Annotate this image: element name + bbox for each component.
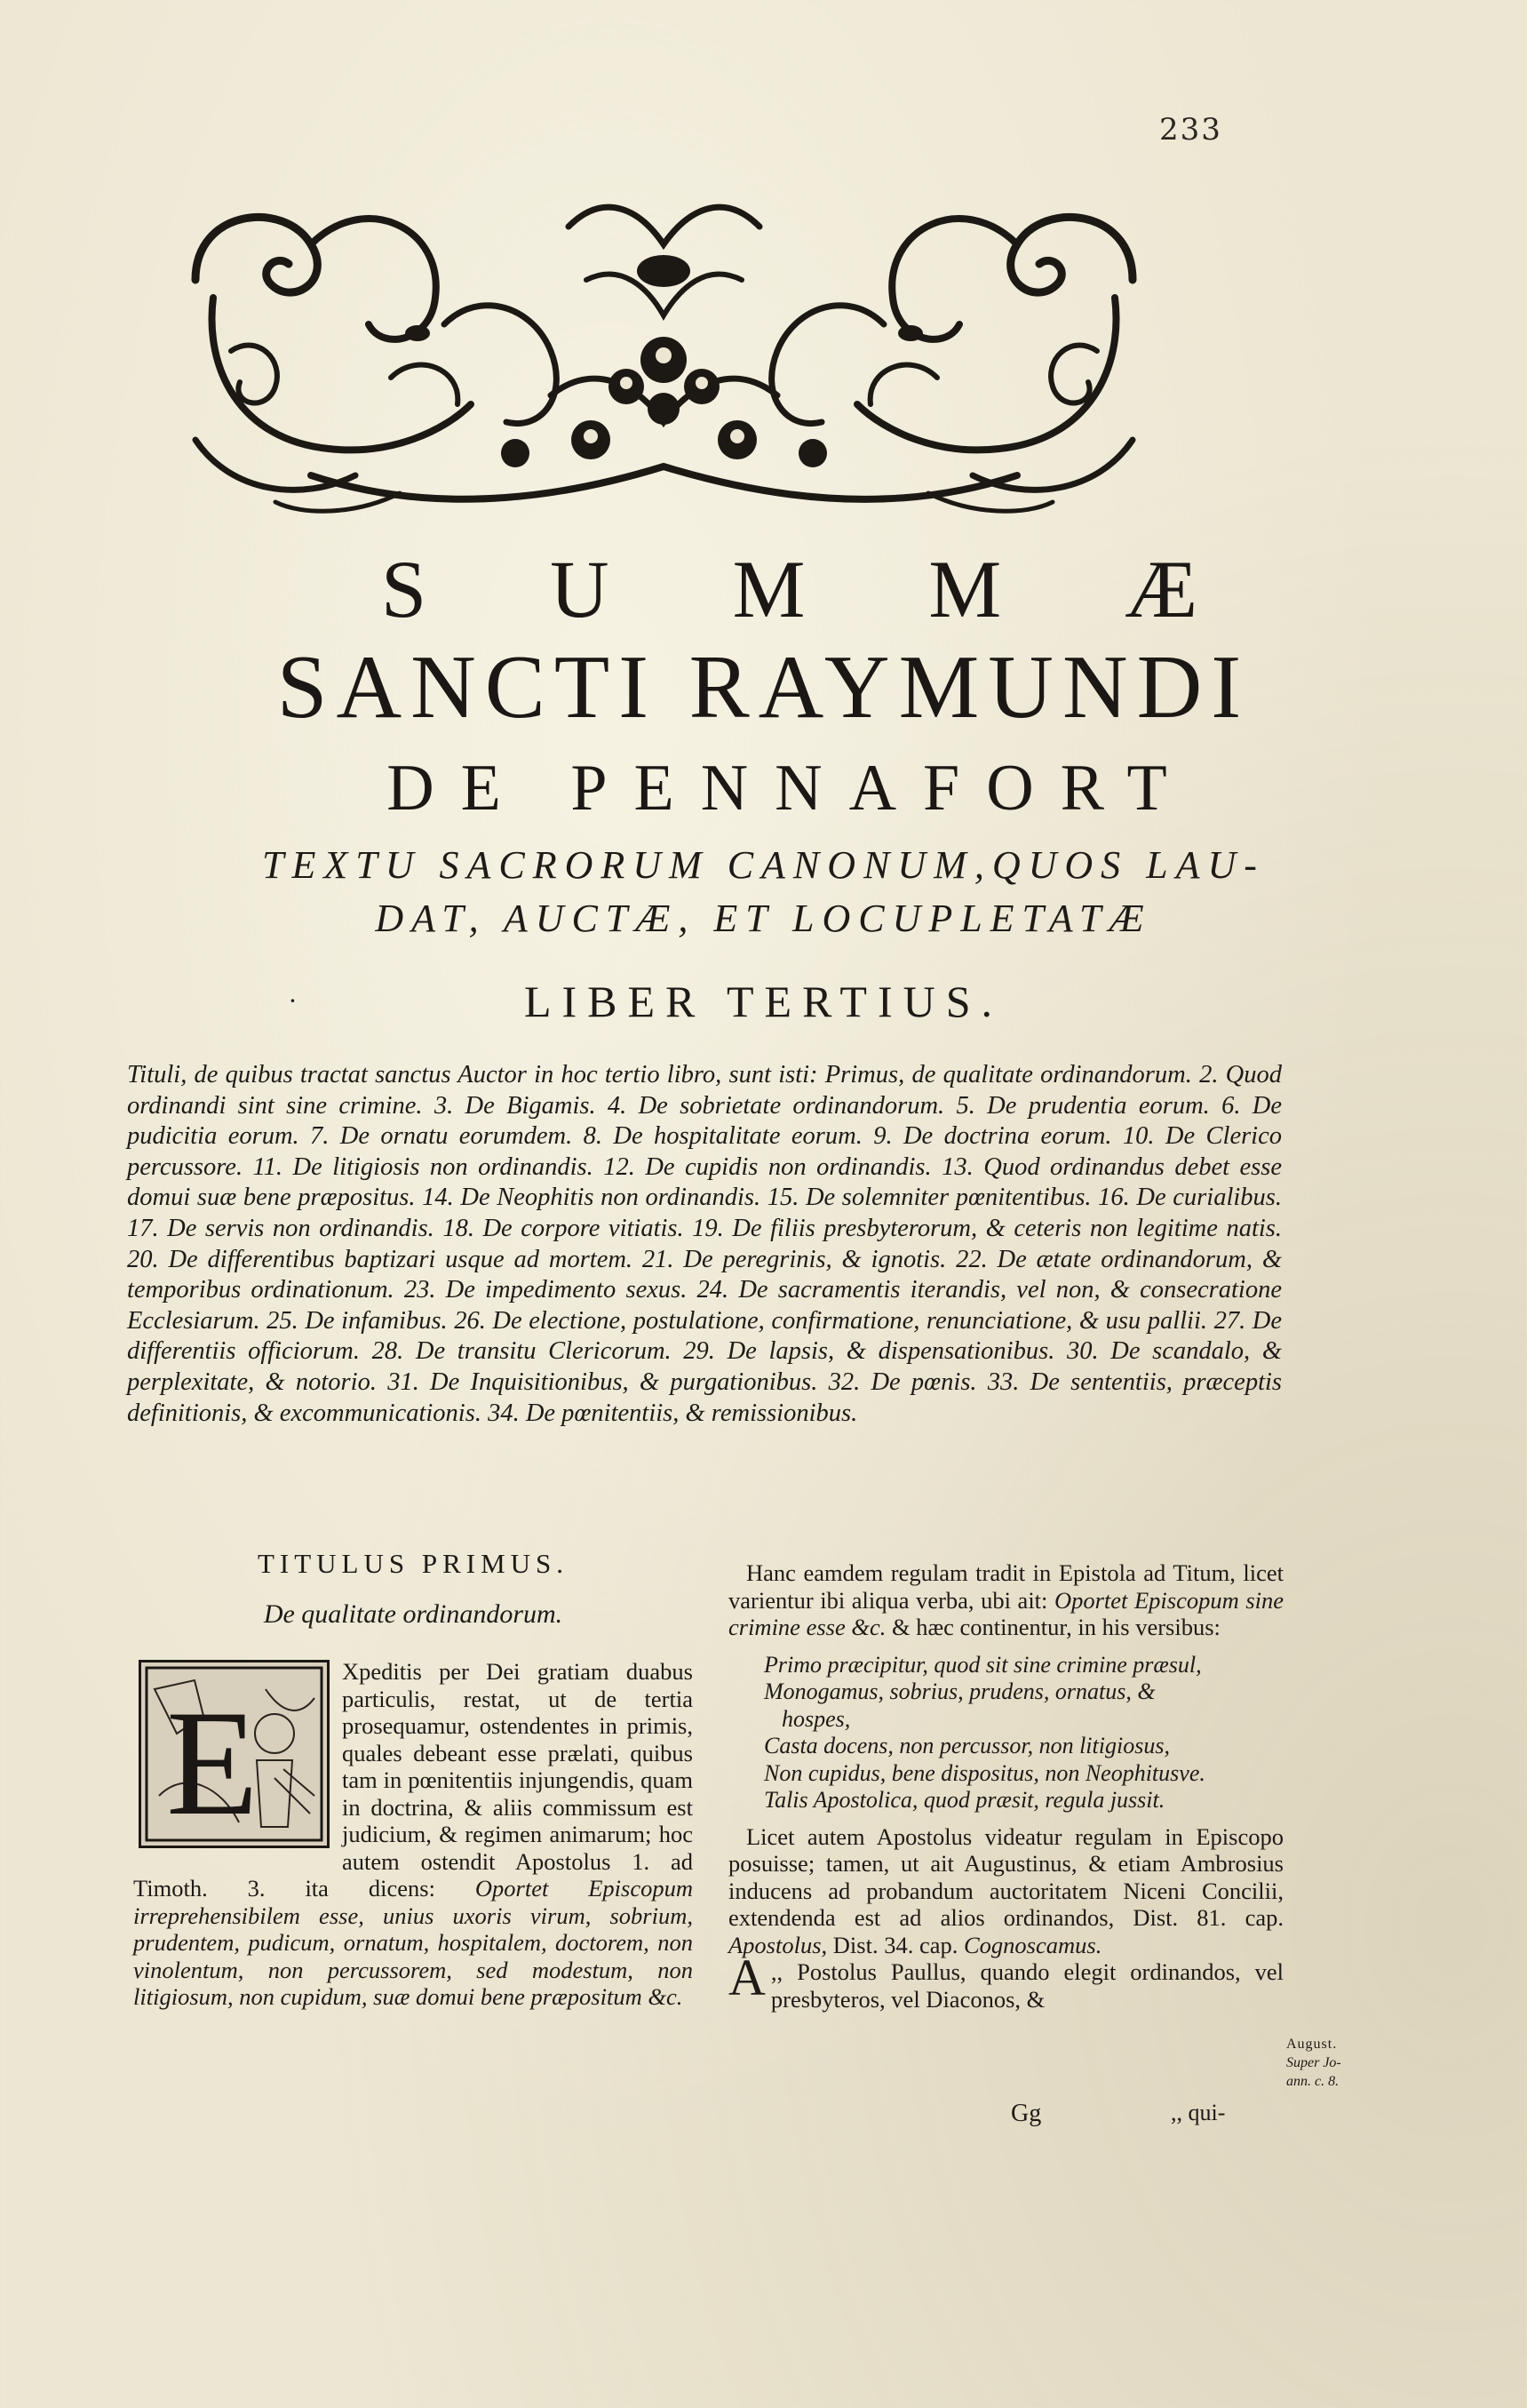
left-body-italic-quote: Oportet Episcopum irreprehensibilem esse, unius uxoris virum, sobrium, prudentem, pudicum, ornatum, hospitalem, doctorem, non vinolentum, non percussorem, sed modestum, non litigiosum, non cupidum, suæ domui bene præpositum &c. xyxy=(133,1875,694,2010)
verse-block xyxy=(764,1652,1284,1814)
decorated-initial-icon xyxy=(139,1660,330,1848)
quote-paragraph xyxy=(728,1949,1284,2013)
book-heading: LIBER TERTIUS. xyxy=(523,977,1004,1026)
verse-line: Primo præcipitur, quod sit sine crimine præsul, xyxy=(764,1651,1202,1678)
left-body-text xyxy=(133,1658,693,2011)
title-sancti-raymundi: SANCTI RAYMUNDI xyxy=(276,637,1251,738)
margin-note-line: Super Jo- xyxy=(1286,2055,1341,2070)
initial-letter: E xyxy=(166,1679,258,1846)
right-p2-italic-2: Cognoscamus. xyxy=(964,1931,1102,1958)
verse-line: Non cupidus, bene dispositus, non Neophitusve. xyxy=(764,1759,1205,1786)
titulus-heading: TITULUS PRIMUS. xyxy=(257,1548,569,1579)
verse-line: Talis Apostolica, quod præsit, regula jussit. xyxy=(764,1787,1165,1813)
catchword: ,, qui- xyxy=(1171,2100,1226,2125)
right-p2-mid: , Dist. 34. cap. xyxy=(821,1931,958,1958)
right-paragraph-1 xyxy=(728,1559,1284,1641)
quote-initial: A xyxy=(728,1949,766,2006)
margin-note-line: ann. c. 8. xyxy=(1286,2074,1340,2089)
verse-line: hospes, xyxy=(782,1705,851,1732)
titulus-subheading: De qualitate ordinandorum. xyxy=(263,1599,563,1629)
right-column xyxy=(728,1559,1284,2013)
quote-mark: ,, xyxy=(770,1958,783,1985)
verse-line: Monogamus, sobrius, prudens, ornatus, & xyxy=(764,1678,1156,1704)
right-p2-italic-1: Apostolus xyxy=(728,1931,822,1958)
left-body-roman: Xpeditis per Dei gratiam duabus particulis, restat, ut de tertia prosequamur, ostendentes in primis, quales debeant esse prælati, quibus tam in pœnitentiis injungendis, quam in doctrina, & aliis commissum est judicium, & regimen animarum; hoc autem ostendit Apostolus 1. ad Timoth. 3. ita dicens: xyxy=(133,1658,693,1902)
subtitle-line-1: TEXTU SACRORUM CANONUM,QUOS LAU- xyxy=(262,843,1265,887)
subtitle-line-2: DAT, AUCTÆ, ET LOCUPLETATÆ xyxy=(375,897,1152,940)
title-summae: S U M M Æ xyxy=(380,544,1249,634)
table-of-titles xyxy=(127,1060,1282,1429)
titles-paragraph: Tituli, de quibus tractat sanctus Auctor in hoc tertio libro, sunt isti: Primus, de qualitate ordinandorum. 2. Quod ordinandi sint sine crimine. 3. De Bigamis. 4. De sobrietate ordinandorum. 5. De prudentia eorum. 6. De pudicitia eorum. 7. De ornatu eorumdem. 8. De hospitalitate eorum. 9. De doctrina eorum. 10. De Clerico percussore. 11. De litigiosis non ordinandis. 12. De cupidis non ordinandis. 13. Quod ordinandus debet esse domui suæ bene præpositus. 14. De Neophitis non ordinandis. 15. De solemniter pœnitentibus. 16. De curialibus. 17. De servis non ordinandis. 18. De corpore vitiatis. 19. De filiis presbyterorum, & ceteris non legitime natis. 20. De differentibus baptizari usque ad mortem. 21. De peregrinis, & ignotis. 22. De ætate ordinandorum, & temporibus ordinationum. 23. De impedimento sexus. 24. De sacramentis iterandis, vel non, & consecratione Ecclesiarum. 25. De infamibus. 26. De electione, postulatione, confirmatione, renunciatione, & usu pallii. 27. De differentiis officiorum. 28. De transitu Clericorum. 29. De lapsis, & dispensationibus. 30. De scandalo, & perplexitate, & notorio. 31. De Inquisitionibus, & purgationibus. 32. De pœnis. 33. De sententiis, præceptis definitionis, & excommunicationis. 34. De pœnitentiis, & remissionibus. xyxy=(127,1061,1282,1427)
verse-line: Casta docens, non percussor, non litigiosus, xyxy=(764,1733,1170,1758)
left-column xyxy=(133,1548,694,2011)
right-paragraph-2 xyxy=(728,1823,1284,1959)
ornamental-scroll-headpiece-icon xyxy=(178,173,1150,529)
page-number: 233 xyxy=(1159,112,1222,148)
right-p2-roman: Licet autem Apostolus videatur regulam in Episcopo posuisse; tamen, ut ait Augustinus, & etiam Ambrosius inducens ad probandum auctoritatem Niceni Concilii, extendenda est ad alios ordinandos, Dist. 81. cap. xyxy=(728,1822,1284,1931)
right-p1-roman-end: & hæc continentur, in his versibus: xyxy=(891,1614,1221,1640)
right-p1-italic: Oportet Episcopum sine crimine esse &c. xyxy=(728,1586,1284,1640)
printer-mark: · xyxy=(289,986,297,1016)
signature-mark: Gg xyxy=(1011,2100,1042,2127)
margin-note xyxy=(1286,2035,1388,2091)
margin-note-line: August. xyxy=(1286,2037,1338,2052)
quote-text: Postolus Paullus, quando elegit ordinandos, vel presbyteros, vel Diaconos, & xyxy=(770,1958,1284,2013)
title-de-pennafort: DE PENNAFORT xyxy=(386,752,1194,825)
right-p1-roman: Hanc eamdem regulam tradit in Epistola ad Titum, licet varientur ibi aliqua verba, ubi ait: xyxy=(728,1559,1284,1614)
